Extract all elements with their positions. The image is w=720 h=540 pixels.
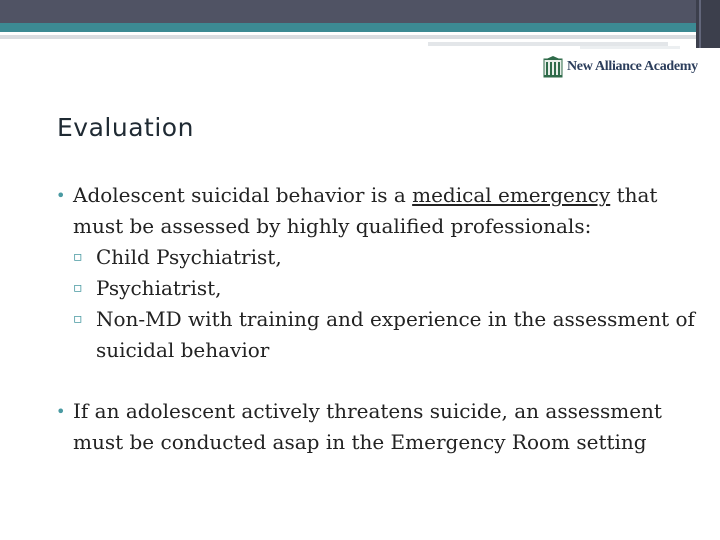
sub-item-text: Child Psychiatrist, xyxy=(96,245,282,269)
sub-bullet-marker: ▫ xyxy=(73,311,83,327)
bullet-marker: • xyxy=(56,402,66,421)
bullet-text-end: that must be assessed by highly qualified professionals: xyxy=(73,183,658,238)
sub-item-text: Non-MD with training and experience in the assessment of suicidal behavior xyxy=(96,307,695,362)
bullet-item xyxy=(28,396,698,458)
logo-text: New Alliance Academy xyxy=(567,59,698,74)
sub-list-item xyxy=(73,242,698,273)
header-band-teal xyxy=(0,23,720,32)
emphasis-text: medical emergency xyxy=(412,183,611,207)
sub-bullet-marker: ▫ xyxy=(73,249,83,265)
header-band-grey-accent-small xyxy=(580,46,680,49)
header-corner-stripe xyxy=(699,0,701,48)
sub-list xyxy=(73,242,698,366)
bullet-text: If an adolescent actively threatens suicide, an assessment must be conducted asap in the Emergency Room setting xyxy=(73,399,662,454)
sub-list-item xyxy=(73,304,698,366)
slide-title: Evaluation xyxy=(57,113,194,142)
sub-bullet-marker: ▫ xyxy=(73,280,83,296)
bullet-item xyxy=(28,180,698,366)
bullet-text-start: Adolescent suicidal behavior is a xyxy=(73,183,413,207)
bullet-marker: • xyxy=(56,186,66,205)
academy-logo xyxy=(543,56,698,78)
header-band-grey xyxy=(0,35,720,39)
slide-body xyxy=(28,180,698,458)
sub-list-item xyxy=(73,273,698,304)
header-band-dark xyxy=(0,0,720,23)
sub-item-text: Psychiatrist, xyxy=(96,276,222,300)
building-icon xyxy=(543,56,563,78)
